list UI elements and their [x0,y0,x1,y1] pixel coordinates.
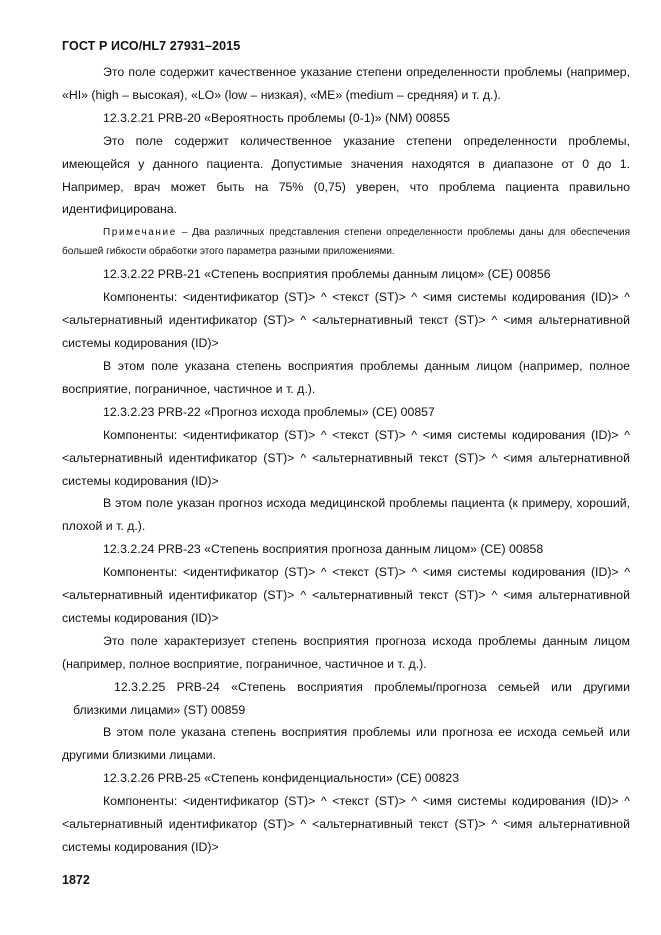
section-heading-prb-24: 12.3.2.25 PRB-24 «Степень восприятия проблемы/прогноза семьей или другими близкими лицами» (ST) 00859 [73,679,630,717]
paragraph-awareness: В этом поле указана степень восприятия проблемы данным лицом (например, полное восприятие, пограничное, частичное и т. д.). [62,358,630,396]
paragraph-components-prb-23: Компоненты: <идентификатор (ST)> ^ <текст (ST)> ^ <имя системы кодирования (ID)> ^ <альтернативный идентификатор (ST)> ^ <альтернативный текст (ST)> ^ <имя альтернативной системы кодирования (ID)> [62,565,630,625]
section-heading-prb-23: 12.3.2.24 PRB-23 «Степень восприятия прогноза данным лицом» (CE) 00858 [103,542,544,557]
paragraph-family-awareness: В этом поле указана степень восприятия проблемы или прогноза ее исхода семьей или другими близкими лицами. [62,725,630,763]
note-text: – Два различных представления степени определенности проблемы даны для обеспечения большей гибкости обработки этого параметра разными приложениями. [62,227,630,258]
paragraph-components-prb-21: Компоненты: <идентификатор (ST)> ^ <текст (ST)> ^ <имя системы кодирования (ID)> ^ <альтернативный идентификатор (ST)> ^ <альтернативный текст (ST)> ^ <имя альтернативной системы кодирования (ID)> [62,290,630,351]
page-number: 1872 [62,873,90,887]
paragraph-prognosis-awareness: Это поле характеризует степень восприятия прогноза исхода проблемы данным лицом (например, полное восприятие, пограничное, частичное и т. д.). [62,633,630,671]
paragraph-components-prb-25: Компоненты: <идентификатор (ST)> ^ <текст (ST)> ^ <имя системы кодирования (ID)> ^ <альтернативный идентификатор (ST)> ^ <альтернативный текст (ST)> ^ <имя альтернативной системы кодирования (ID)> [62,794,630,854]
paragraph-probability: Это поле содержит количественное указание степени определенности проблемы, имеющейся у данного пациента. Допустимые значения находятся в диапазоне от 0 до 1. Например, врач может быть на 75% (0,75) уверен, что проблема пациента правильно идентифицирована. [62,133,630,217]
paragraph-certainty-qualitative: Это поле содержит качественное указание степени определенности проблемы (например, «HI» (high – высокая), «LO» (low – низкая), «ME» (medium – средняя) и т. д.). [62,65,630,102]
page-header-title: ГОСТ Р ИСО/HL7 27931–2015 [62,39,241,53]
section-heading-prb-25: 12.3.2.26 PRB-25 «Степень конфиденциальности» (CE) 00823 [103,771,460,786]
note-label: Примечание [103,227,177,239]
body-text [62,61,630,859]
paragraph-prognosis: В этом поле указан прогноз исхода медицинской проблемы пациента (к примеру, хороший, плохой и т. д.). [62,496,630,534]
section-heading-prb-21: 12.3.2.22 PRB-21 «Степень восприятия проблемы данным лицом» (CE) 00856 [103,267,551,282]
section-heading-prb-20: 12.3.2.21 PRB-20 «Вероятность проблемы (0-1)» (NM) 00855 [103,110,450,125]
section-heading-prb-22: 12.3.2.23 PRB-22 «Прогноз исхода проблемы» (CE) 00857 [103,404,435,419]
paragraph-components-prb-22: Компоненты: <идентификатор (ST)> ^ <текст (ST)> ^ <имя системы кодирования (ID)> ^ <альтернативный идентификатор (ST)> ^ <альтернативный текст (ST)> ^ <имя альтернативной системы кодирования (ID)> [62,427,630,488]
note-paragraph [62,223,630,261]
